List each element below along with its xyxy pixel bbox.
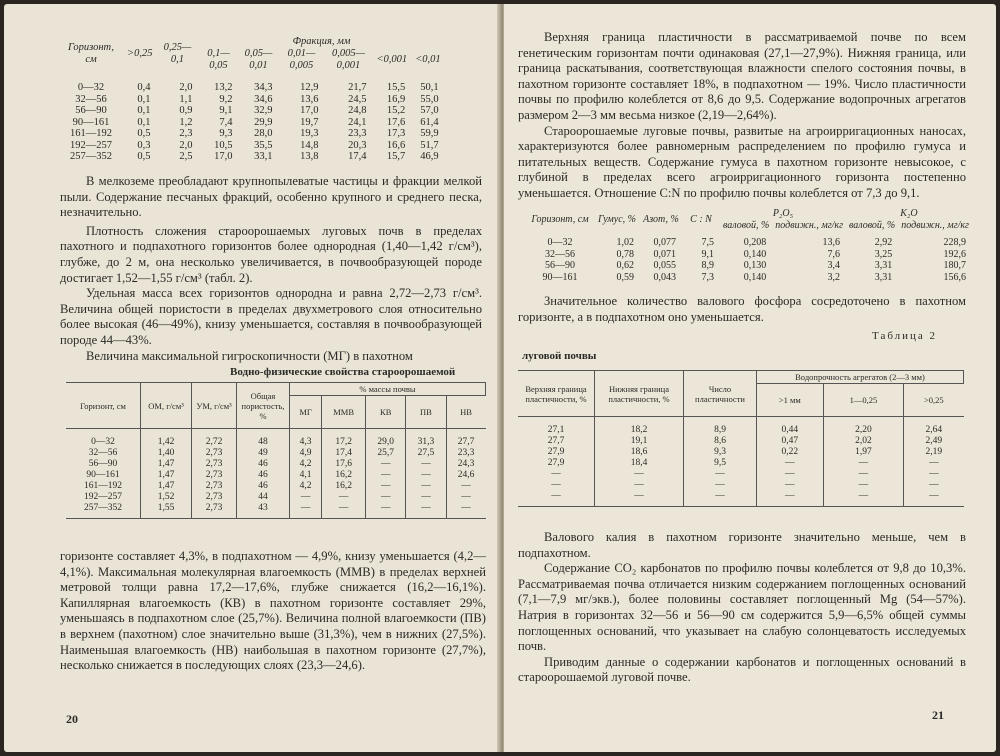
col-group-header: % массы почвы [290, 383, 486, 396]
table-row [59, 105, 445, 117]
table-title-left: Водно-физические свойства староорошаемой [230, 366, 456, 378]
table-row [518, 458, 964, 469]
table-cell: 17,6 [386, 116, 406, 128]
table-cell: 0,5 [137, 128, 151, 139]
right-text-top [518, 30, 966, 202]
table-cell: 56—90 [88, 459, 118, 469]
paragraph: Верхняя граница пластичности в рассматриваемой почве по всем генетическим горизонтам почти одинаковая (27,1—27,9%). Нижняя граница, или граница раскатывания, соответствующая влажности спелого состояния почвы, в пахотном горизонте составляет 18%, в подпахотном — 19%. Число пластичности почвы по профилю колеблется от 8,6 до 9,5. Содержание водопрочных агрегатов размером 2—3 мм весьма низкое (2,19—2,64%). [518, 30, 966, 122]
fraction-header: 0,1—0,05 [207, 48, 230, 71]
col-header: Гумус, % [597, 213, 637, 225]
table-row [59, 140, 445, 152]
table-cell: 90—161 [86, 470, 120, 480]
table-cell: 0,62 [616, 260, 634, 272]
page-number: 21 [932, 708, 944, 722]
paragraph: В мелкоземе преобладают крупнопылеватые частицы и фракции мелкой пыли. Содержание песчаных фракций, особенно крупного и среднего песка, незначительно. [60, 174, 482, 220]
water-physical-table [66, 382, 486, 519]
table-cell: 2,73 [192, 459, 237, 470]
table-cell: — [684, 480, 757, 491]
table-cell: 18,4 [595, 458, 684, 469]
table-cell: — [757, 469, 824, 480]
table-cell: — [290, 503, 322, 519]
col-header: подвижн., мг/кг [775, 219, 843, 231]
table-cell: 2,73 [192, 470, 237, 481]
col-header: Азот, % [643, 213, 679, 225]
table-cell: 8,9 [684, 417, 757, 437]
table-title-right: луговой почвы [522, 350, 597, 362]
table-cell: 15,5 [386, 82, 406, 93]
table-cell: 2,19 [904, 447, 964, 458]
right-page [504, 4, 996, 752]
table-cell: 15,7 [386, 151, 406, 162]
table-cell: 3,31 [874, 260, 893, 272]
table-cell: — [684, 491, 757, 507]
fraction-header: <0,001 [376, 54, 408, 65]
table-cell: — [551, 491, 561, 501]
table-cell: 46,9 [420, 151, 439, 162]
table-row [526, 231, 972, 249]
col-group-header: K₂O [900, 208, 918, 219]
table-cell: 18,2 [595, 417, 684, 437]
table-cell: — [551, 480, 561, 490]
col-header: КВ [366, 396, 406, 429]
col-header: подвижн., мг/кг [901, 219, 969, 231]
table-cell: 9,3 [684, 447, 757, 458]
table-cell: 32—56 [545, 248, 575, 260]
table-row [526, 249, 972, 261]
table-cell: — [757, 480, 824, 491]
table-cell: 19,7 [300, 116, 319, 128]
paragraph: Староорошаемые луговые почвы, развитые на агроирригационных наносах, характеризуются более равномерным распределением по профилю гумуса и питательных веществ. Содержание гумуса в пахотном горизонте невысокое, с глубиной в пределах всего агроирригационного горизонта постепенно уменьшается. Отношение С:N по профилю почвы колеблется от 7,3 до 9,1. [518, 123, 966, 200]
table-cell: 32,9 [254, 105, 273, 116]
table-cell: 19,3 [300, 128, 319, 139]
table-cell: 17,0 [214, 151, 233, 162]
table-cell: 0,9 [179, 105, 193, 116]
table-row [518, 417, 964, 437]
table-cell: 2,72 [192, 429, 237, 449]
table-cell: — [595, 491, 684, 507]
table-row [66, 503, 486, 519]
col-header: Верхняя граница пластичности, % [518, 371, 595, 417]
table-cell: 32—56 [75, 93, 107, 105]
table-cell: 4,3 [290, 429, 322, 449]
table-cell: 1,40 [141, 448, 192, 459]
fraction-header: >0,25 [127, 48, 153, 59]
fraction-table [59, 36, 445, 163]
left-page [4, 4, 500, 752]
table-cell: 1,1 [179, 93, 193, 105]
table-cell: 16,6 [386, 139, 406, 151]
col-header: НВ [446, 396, 485, 429]
table-cell: — [366, 481, 406, 492]
table-cell: — [290, 492, 322, 503]
table-cell: 16,2 [322, 470, 366, 481]
table-cell: 43 [237, 503, 290, 519]
table-cell: — [904, 469, 964, 480]
table-cell: 90—161 [72, 116, 110, 128]
col-header: МГ [290, 396, 322, 429]
table-cell: 9,1 [219, 105, 233, 116]
table-cell: — [446, 492, 485, 503]
table-row [59, 94, 445, 106]
table-cell: — [406, 503, 446, 519]
table-cell: 14,8 [300, 139, 319, 151]
table-cell: 23,3 [446, 448, 485, 459]
table-row [66, 448, 486, 459]
table-cell: — [322, 492, 366, 503]
table-cell: 1,52 [141, 492, 192, 503]
table-cell: 1,97 [823, 447, 904, 458]
table-cell: 4,1 [290, 470, 322, 481]
table-row [66, 459, 486, 470]
table-cell: 46 [237, 459, 290, 470]
table-row [59, 72, 445, 94]
col-group-header: Водопрочность агрегатов (2—3 мм) [757, 371, 964, 384]
table-cell: 31,3 [406, 429, 446, 449]
paragraph: горизонте составляет 4,3%, в подпахотном — 4,9%, книзу уменьшается (4,2—4,1%). Максимальная молекулярная влагоемкость (ММВ) в пределах верхней метровой толщи равна 17,2—17,6%, глубже снижается (16,2—16,1%). Капиллярная влагоемкость (КВ) в пахотном горизонте составляет 29%, уменьшаясь в подпахотном слое (25,7%). Величина полной влагоемкости (ПВ) в верхнем (пахотном) слое значительно выше (31,3%), чем в нижних (27,5%). Наименьшая влагоемкость (НВ) наибольшая в пахотном горизонте (27,7%), несколько снижается в последующих слоях (23,3—24,6). [60, 549, 486, 673]
table-cell: 23,3 [348, 128, 367, 139]
table-cell: — [366, 503, 406, 519]
table-cell: 1,47 [141, 459, 192, 470]
table-cell: 0—32 [91, 437, 115, 447]
table-cell: 27,1 [547, 425, 565, 435]
table-row [66, 481, 486, 492]
table-cell: 56—90 [75, 105, 107, 116]
table-cell: 2,02 [823, 436, 904, 447]
table-cell: — [322, 503, 366, 519]
table-cell: — [446, 503, 485, 519]
table-cell: 46 [237, 470, 290, 481]
table-cell: 12,9 [300, 82, 319, 93]
fraction-header: 0,25—0,1 [163, 42, 192, 65]
paragraph: Плотность сложения староорошаемых луговых почв в пределах пахотного и подпахотного горизонтов более однородная (1,40—1,42 г/см³), глубже, до 2 м, она несколько увеличивается, в почвообразующей породе достигает 1,52—1,55 г/см³ (табл. 2). [60, 223, 482, 285]
col-header: валовой, % [848, 219, 896, 231]
table-cell: 32—56 [88, 448, 118, 458]
table-row [59, 151, 445, 163]
table-cell: 2,0 [179, 139, 193, 151]
table-cell: 180,7 [943, 260, 966, 272]
table-cell: 1,55 [141, 503, 192, 519]
table-cell: 46 [237, 481, 290, 492]
table-cell: 3,2 [827, 271, 840, 283]
table-cell: — [406, 459, 446, 470]
table-row [66, 470, 486, 481]
table-cell: 8,6 [684, 436, 757, 447]
table-cell: 2,73 [192, 448, 237, 459]
table-row [59, 117, 445, 129]
col-header: УМ, г/см³ [192, 383, 237, 429]
table-cell: 0,47 [757, 436, 824, 447]
table-cell: 0,5 [137, 151, 151, 162]
table-cell: 2,20 [823, 417, 904, 437]
table-cell: 20,3 [348, 139, 367, 151]
table-cell: — [406, 470, 446, 481]
table-cell: 15,2 [386, 105, 406, 116]
table-cell: 0,130 [743, 260, 767, 272]
paragraph: Содержание CO₂ карбонатов по профилю почвы колеблется от 9,8 до 10,3%. Рассматриваемая почва отличается низким содержанием поглощенных оснований (7,1—7,9 мг/экв.), более половины составляет поглощенный Mg (54—57%). Натрия в горизонтах 32—56 и 56—90 см содержится 5,9—6,5% общей суммы поглощенных оснований, что указывает на слабую солонцеватость исследуемых почв. [518, 561, 966, 654]
table-cell: 33,1 [254, 151, 273, 162]
table-cell: 7,5 [701, 237, 714, 248]
table-cell: 0,077 [653, 237, 676, 248]
table-row [518, 469, 964, 480]
table-cell: 17,4 [322, 448, 366, 459]
fraction-header: <0,01 [415, 54, 441, 65]
table-cell: — [366, 492, 406, 503]
col-header: ПВ [406, 396, 446, 429]
table-cell: — [904, 458, 964, 469]
table-cell: 51,7 [420, 139, 439, 151]
table-row [518, 491, 964, 507]
humus-table [526, 208, 972, 283]
table-cell: 29,9 [254, 116, 273, 128]
table-cell: 27,7 [446, 429, 485, 449]
col-header: валовой, % [723, 219, 770, 231]
table-cell: 13,8 [300, 151, 319, 162]
table-cell: 1,47 [141, 481, 192, 492]
table-cell: 10,5 [214, 139, 233, 151]
table-cell: 192—257 [70, 139, 112, 151]
plasticity-table [518, 370, 964, 507]
fraction-group-header: Фракция, мм [292, 36, 351, 47]
col-header: Горизонт, см [531, 213, 589, 225]
right-text-bottom [518, 530, 966, 686]
table-cell: 192—257 [84, 492, 122, 502]
table-cell: 9,5 [684, 458, 757, 469]
table-cell: 17,3 [386, 128, 406, 139]
table-cell: — [406, 492, 446, 503]
table-cell: 0,1 [137, 116, 151, 128]
table-cell: 24,5 [348, 93, 367, 105]
table-cell: 19,1 [595, 436, 684, 447]
table-row [526, 260, 972, 272]
col-header: ОМ, г/см³ [141, 383, 192, 429]
table-cell: 56—90 [545, 260, 575, 272]
table-cell: 4,2 [290, 459, 322, 470]
table-row [526, 272, 972, 284]
table-cell: — [595, 469, 684, 480]
table-cell: — [366, 470, 406, 481]
table-cell: 55,0 [420, 93, 439, 105]
left-text-top [60, 174, 482, 364]
table-cell: 24,8 [348, 105, 367, 116]
fraction-header-horizon: Горизонт, см [67, 42, 115, 65]
table-cell: 17,6 [322, 459, 366, 470]
paragraph: Удельная масса всех горизонтов однородна и равна 2,72—2,73 г/см³. Величина общей пористости в пределах двухметрового слоя относительно более высокая (46—49%), книзу уменьшается, составляя в почвообразующей породе 44—43%. [60, 286, 482, 347]
table-cell: 28,0 [254, 128, 273, 139]
table-cell: 27,7 [547, 436, 565, 446]
table-cell: 13,6 [822, 237, 840, 248]
table-cell: — [823, 491, 904, 507]
right-text-mid [518, 294, 966, 325]
table-cell: 17,0 [300, 105, 319, 116]
table-cell: 9,2 [219, 93, 233, 105]
table-cell: 24,6 [446, 470, 485, 481]
col-header: ММВ [322, 396, 366, 429]
table-cell: — [406, 481, 446, 492]
table-row [66, 429, 486, 449]
table-cell: 27,5 [406, 448, 446, 459]
col-header: >0,25 [904, 384, 964, 417]
table-row [518, 447, 964, 458]
table-cell: 257—352 [84, 503, 122, 513]
paragraph: Валового калия в пахотном горизонте значительно меньше, чем в подпахотном. [518, 530, 966, 560]
table-row [66, 492, 486, 503]
table-cell: — [904, 491, 964, 507]
table-cell: — [757, 491, 824, 507]
table-cell: 16,2 [322, 481, 366, 492]
table-cell: 161—192 [84, 481, 122, 491]
col-header: Горизонт, см [66, 383, 141, 429]
table-cell: 57,0 [420, 105, 439, 116]
table-cell: 0,22 [757, 447, 824, 458]
table-cell: 4,9 [290, 448, 322, 459]
fraction-header: 0,005—0,001 [331, 48, 365, 71]
table-cell: 0,44 [757, 417, 824, 437]
table-cell: 13,6 [300, 93, 319, 105]
table-row [518, 436, 964, 447]
table-cell: 24,3 [446, 459, 485, 470]
table-cell: 1,2 [179, 116, 193, 128]
table-cell: 4,2 [290, 481, 322, 492]
table-cell: — [823, 480, 904, 491]
table-cell: 0,208 [743, 237, 767, 248]
table-cell: 3,25 [874, 248, 893, 260]
table-cell: 27,9 [547, 458, 565, 468]
table-cell: 0—32 [77, 82, 105, 93]
table-cell: 61,4 [420, 116, 439, 128]
table-cell: 0—32 [547, 237, 573, 248]
table-cell: 7,4 [219, 116, 233, 128]
col-header: 1—0,25 [823, 384, 904, 417]
table-cell: 8,9 [701, 260, 714, 272]
table-cell: 2,73 [192, 481, 237, 492]
table-cell: 25,7 [366, 448, 406, 459]
table-cell: 161—192 [70, 128, 112, 139]
table-cell: 0,3 [137, 139, 151, 151]
table-cell: 0,4 [137, 82, 151, 93]
table-cell: 228,9 [943, 237, 966, 248]
col-header: Общая пористость, % [237, 383, 290, 429]
table-cell: 0,071 [653, 248, 676, 260]
fraction-header: 0,01—0,005 [287, 48, 316, 71]
table-cell: 257—352 [70, 151, 112, 162]
table-cell: 7,6 [827, 248, 840, 260]
table-cell: 3,4 [827, 260, 840, 272]
table-cell: 48 [237, 429, 290, 449]
table-cell: 35,5 [254, 139, 273, 151]
table-cell: 29,0 [366, 429, 406, 449]
table-cell: 17,4 [348, 151, 367, 162]
table-cell: — [684, 469, 757, 480]
col-header: C : N [690, 213, 712, 225]
table-cell: 44 [237, 492, 290, 503]
table-cell: 0,140 [743, 271, 767, 283]
table-cell: 1,02 [616, 237, 634, 248]
table-cell: 2,73 [192, 503, 237, 519]
table-cell: 9,1 [701, 248, 714, 260]
table-cell: 0,055 [653, 260, 676, 272]
paragraph: Значительное количество валового фосфора сосредоточено в пахотном горизонте, а в подпахотном оно уменьшается. [518, 294, 966, 324]
table-cell: 2,73 [192, 492, 237, 503]
table-cell: 0,78 [616, 248, 634, 260]
table-cell: 0,140 [743, 248, 767, 260]
table-cell: 192,6 [943, 248, 966, 260]
col-group-header: P₂O₅ [772, 208, 794, 219]
table-cell: — [366, 459, 406, 470]
table-cell: 16,9 [386, 93, 406, 105]
paragraph: Приводим данные о содержании карбонатов и поглощенных оснований в староорошаемой луговой почве. [518, 654, 966, 685]
paragraph: Величина максимальной гигроскопичности (МГ) в пахотном [86, 348, 413, 363]
table-cell: 0,1 [137, 105, 151, 116]
table-cell: 2,0 [179, 82, 193, 93]
table-cell: 27,9 [547, 447, 565, 457]
table-cell: 7,3 [701, 271, 714, 283]
table-cell: 0,1 [137, 93, 151, 105]
table-label: Таблица 2 [872, 330, 938, 342]
left-text-bottom [60, 549, 486, 674]
table-cell: 156,6 [943, 271, 966, 283]
table-cell: 0,59 [616, 271, 634, 283]
table-cell: 2,3 [179, 128, 193, 139]
table-cell: 21,7 [348, 82, 367, 93]
table-cell: 24,1 [348, 116, 367, 128]
table-cell: 9,3 [219, 128, 233, 139]
table-cell: 2,49 [904, 436, 964, 447]
table-cell: — [904, 480, 964, 491]
table-cell: — [823, 469, 904, 480]
table-cell: 90—161 [542, 271, 578, 283]
col-header: Нижняя граница пластичности, % [595, 371, 684, 417]
table-cell: 18,6 [595, 447, 684, 458]
table-cell: 59,9 [420, 128, 439, 139]
col-header: >1 мм [757, 384, 824, 417]
table-cell: 2,64 [904, 417, 964, 437]
table-cell: 0,043 [653, 271, 676, 283]
table-cell: — [446, 481, 485, 492]
table-cell: — [823, 458, 904, 469]
table-row [518, 480, 964, 491]
table-cell: 1,42 [141, 429, 192, 449]
col-header: Число пластичности [684, 371, 757, 417]
table-cell: — [551, 469, 561, 479]
table-cell: 2,92 [874, 237, 893, 248]
table-cell: 17,2 [322, 429, 366, 449]
table-cell: 34,3 [254, 82, 273, 93]
fraction-header: 0,05—0,01 [244, 48, 273, 71]
table-cell: 34,6 [254, 93, 273, 105]
table-cell: 2,5 [179, 151, 193, 162]
table-cell: — [595, 480, 684, 491]
table-row [59, 128, 445, 140]
page-number: 20 [66, 712, 78, 726]
table-cell: 49 [237, 448, 290, 459]
table-cell: — [757, 458, 824, 469]
table-cell: 50,1 [420, 82, 439, 93]
table-cell: 3,31 [874, 271, 893, 283]
table-cell: 13,2 [214, 82, 233, 93]
table-cell: 1,47 [141, 470, 192, 481]
